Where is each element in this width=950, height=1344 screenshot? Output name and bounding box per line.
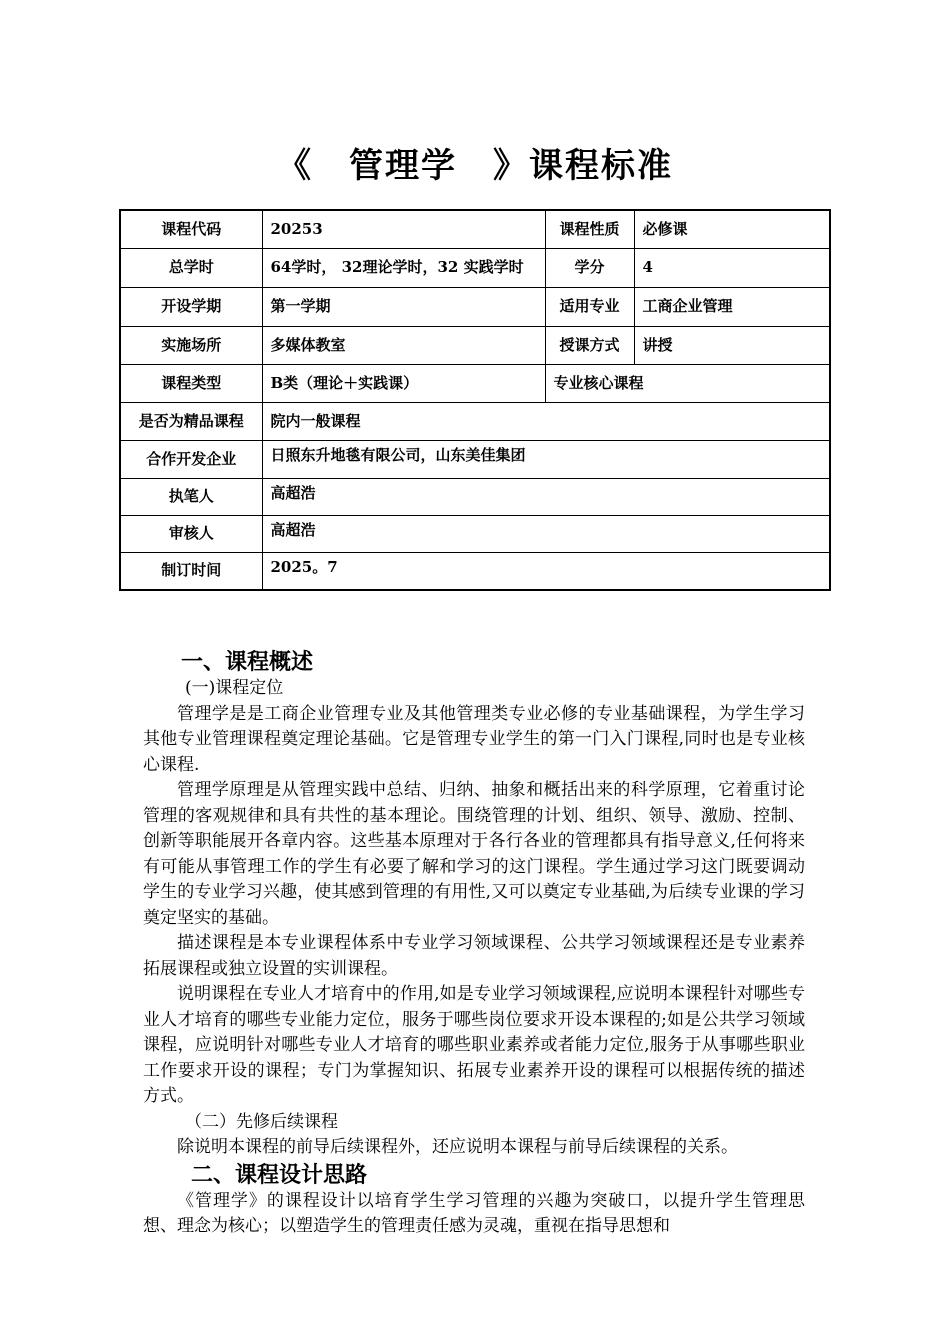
venue-value: 多媒体教室 [262, 326, 545, 364]
document-body [143, 648, 805, 1240]
section-heading-design: 二、课程设计思路 [191, 1161, 368, 1188]
table-row [120, 515, 830, 552]
table-row [120, 287, 830, 326]
paragraph: 除说明本课程的前导后续课程外，还应说明本课程与前导后续课程的关系。 [177, 1137, 738, 1157]
table-row [120, 248, 830, 287]
date-value: 2025。7 [262, 552, 830, 590]
credit-label: 学分 [545, 248, 634, 287]
page-title: 《 管理学 》课程标准 [277, 146, 673, 186]
semester-value: 第一学期 [262, 287, 545, 326]
course-nature-label: 课程性质 [545, 210, 634, 248]
table-row [120, 326, 830, 364]
hours-value: 64学时， 32理论学时，32 实践学时 [262, 248, 545, 287]
partner-label: 合作开发企业 [120, 440, 262, 478]
major-value: 工商企业管理 [634, 287, 830, 326]
table-row [120, 552, 830, 590]
course-type-extra: 专业核心课程 [545, 364, 830, 402]
course-nature-value: 必修课 [634, 210, 830, 248]
subsection-heading-positioning: (一)课程定位 [185, 678, 284, 698]
author-label: 执笔人 [120, 478, 262, 515]
date-label: 制订时间 [120, 552, 262, 590]
course-type-value: B类（理论＋实践课） [262, 364, 545, 402]
reviewer-label: 审核人 [120, 515, 262, 552]
paragraph: 描述课程是本专业课程体系中专业学习领域课程、公共学习领域课程还是专业素养拓展课程或独立设置的实训课程。 [143, 933, 805, 979]
reviewer-value: 高超浩 [262, 515, 830, 552]
paragraph: 说明课程在专业人才培育中的作用,如是专业学习领域课程,应说明本课程针对哪些专业人才培育的哪些专业能力定位，服务于哪些岗位要求开设本课程的;如是公共学习领域课程，应说明针对哪些专业人才培育的哪些职业素养或者能力定位,服务于从事哪些职业工作要求开设的课程；专门为掌握知识、拓展专业素养开设的课程可以根据传统的描述方式。 [143, 984, 805, 1106]
course-code-value: 20253 [262, 210, 545, 248]
venue-label: 实施场所 [120, 326, 262, 364]
major-label: 适用专业 [545, 287, 634, 326]
section-heading-overview: 一、课程概述 [181, 649, 314, 675]
paragraph: 管理学是是工商企业管理专业及其他管理类专业必修的专业基础课程，为学生学习其他专业管理课程奠定理论基础。它是管理专业学生的第一门入门课程,同时也是专业核心课程. [143, 703, 805, 775]
course-type-label: 课程类型 [120, 364, 262, 402]
table-row [120, 210, 830, 248]
course-info-table [119, 209, 831, 591]
partner-value: 日照东升地毯有限公司，山东美佳集团 [262, 440, 830, 478]
paragraph: 管理学原理是从管理实践中总结、归纳、抽象和概括出来的科学原理，它着重讨论管理的客观规律和具有共性的基本理论。围绕管理的计划、组织、领导、激励、控制、创新等职能展开各章内容。这些基本原理对于各行各业的管理都具有指导意义,任何将来有可能从事管理工作的学生有必要了解和学习的这门课程。学生通过学习这门既要调动学生的专业学习兴趣，使其感到管理的有用性,又可以奠定专业基础,为后续专业课的学习奠定坚实的基础。 [143, 780, 805, 928]
quality-label: 是否为精品课程 [120, 402, 262, 440]
quality-value: 院内一般课程 [262, 402, 830, 440]
credit-value: 4 [634, 248, 830, 287]
table-row [120, 440, 830, 478]
course-code-label: 课程代码 [120, 210, 262, 248]
semester-label: 开设学期 [120, 287, 262, 326]
subsection-heading-prerequisites: （二）先修后续课程 [185, 1111, 338, 1132]
author-value: 高超浩 [262, 478, 830, 515]
table-row [120, 478, 830, 515]
method-value: 讲授 [634, 326, 830, 364]
hours-label: 总学时 [120, 248, 262, 287]
table-row [120, 402, 830, 440]
table-row [120, 364, 830, 402]
method-label: 授课方式 [545, 326, 634, 364]
paragraph: 《管理学》的课程设计以培育学生学习管理的兴趣为突破口，以提升学生管理思想、理念为核心；以塑造学生的管理责任感为灵魂，重视在指导思想和 [143, 1190, 805, 1236]
